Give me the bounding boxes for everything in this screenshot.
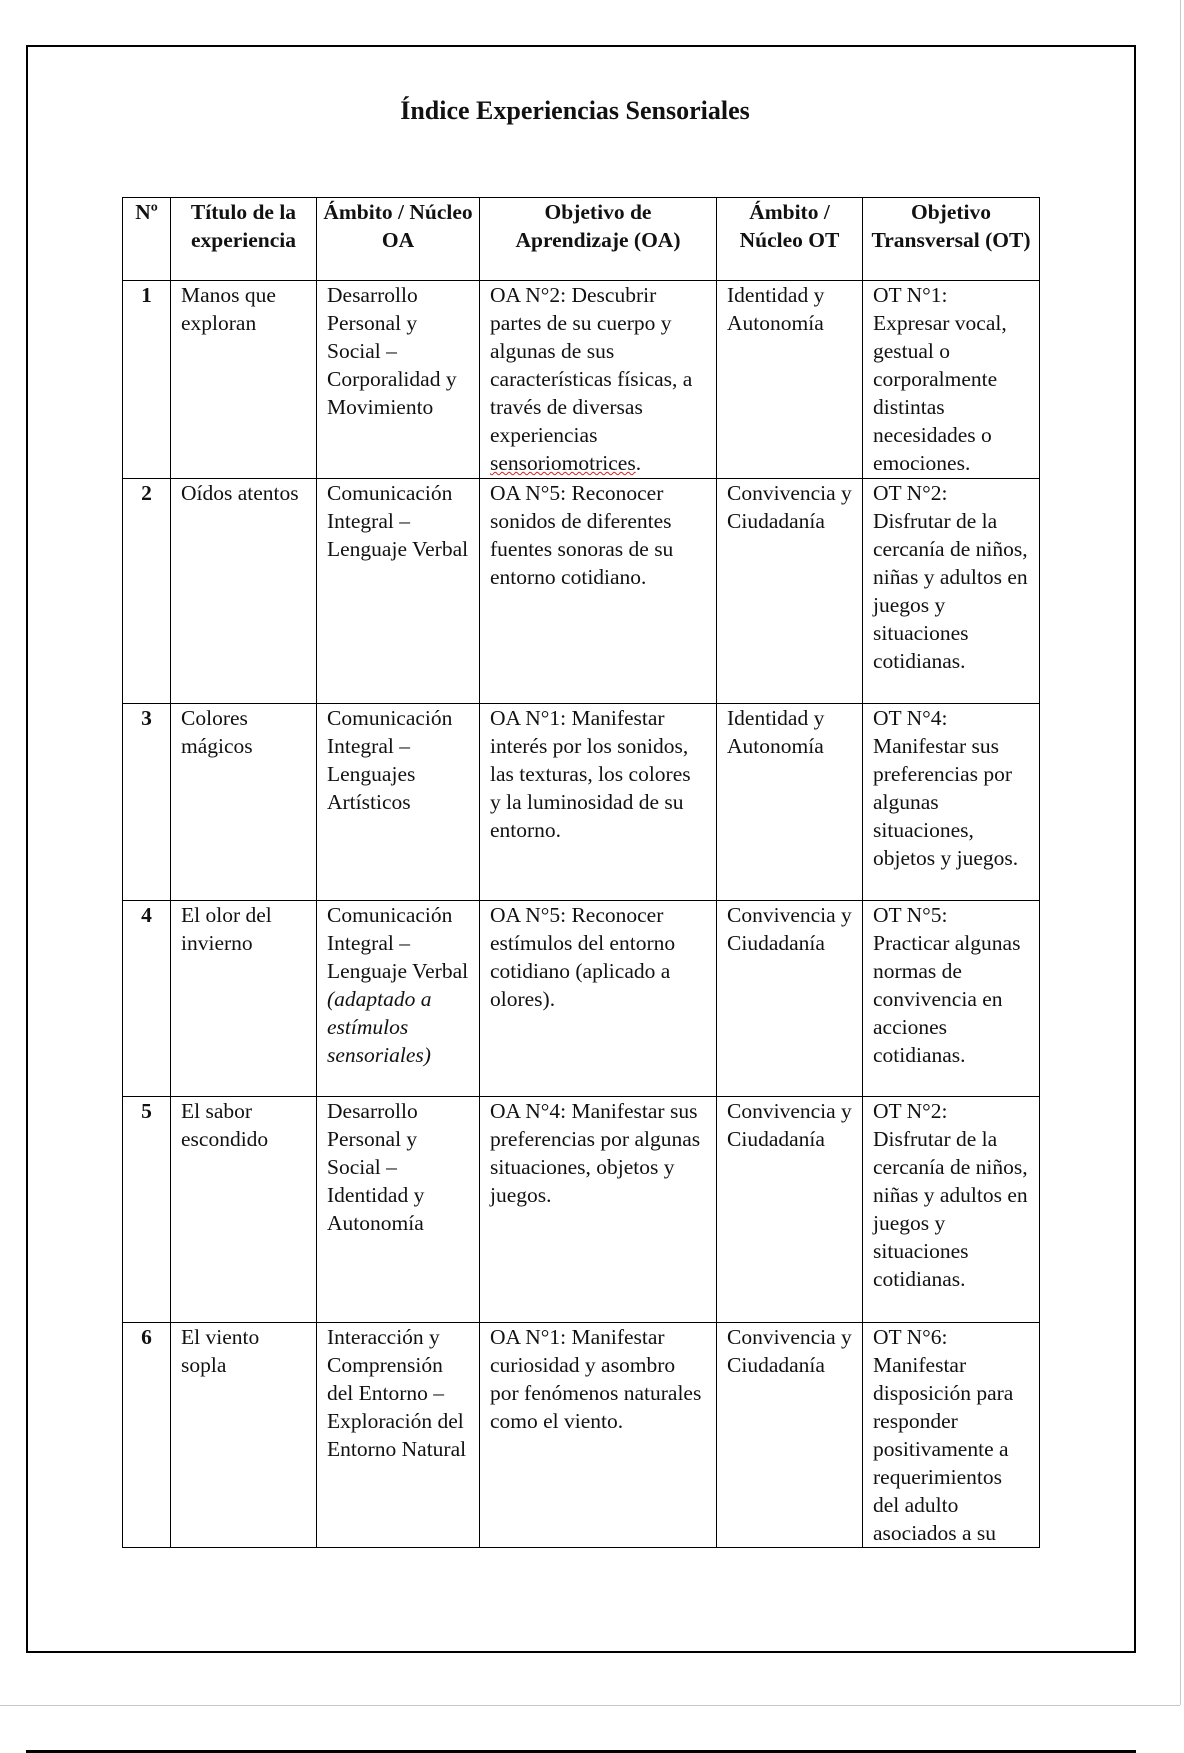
- cell-objetivo-oa: OA N°4: Manifestar sus preferencias por algunas situaciones, objetos y juegos.: [480, 1097, 717, 1323]
- header-objetivo-ot: Objetivo Transversal (OT): [863, 198, 1040, 281]
- cell-objetivo-oa: OA N°5: Reconocer sonidos de diferentes fuentes sonoras de su entorno cotidiano.: [480, 479, 717, 704]
- cell-objetivo-oa: OA N°5: Reconocer estímulos del entorno cotidiano (aplicado a olores).: [480, 901, 717, 1097]
- cell-objetivo-oa: [480, 281, 717, 479]
- header-num: Nº: [123, 198, 171, 281]
- cell-ambito-oa: [317, 901, 480, 1097]
- cell-titulo: Colores mágicos: [171, 704, 317, 901]
- cell-titulo: El viento sopla: [171, 1323, 317, 1548]
- header-titulo: Título de la experiencia: [171, 198, 317, 281]
- cell-ambito-ot: Convivencia y Ciudadanía: [717, 901, 863, 1097]
- cell-titulo: Oídos atentos: [171, 479, 317, 704]
- cell-num: 6: [123, 1323, 171, 1548]
- objetivo-oa-end: .: [635, 451, 642, 475]
- cell-objetivo-ot: OT N°6: Manifestar disposición para responder positivamente a requerimientos del adulto asociados a su: [863, 1323, 1040, 1548]
- header-ambito-oa: Ámbito / Núcleo OA: [317, 198, 480, 281]
- cell-ambito-oa: Comunicación Integral – Lenguajes Artísticos: [317, 704, 480, 901]
- cell-objetivo-ot: OT N°5: Practicar algunas normas de convivencia en acciones cotidianas.: [863, 901, 1040, 1097]
- cell-ambito-ot: Identidad y Autonomía: [717, 704, 863, 901]
- cell-objetivo-ot: OT N°2: Disfrutar de la cercanía de niños, niñas y adultos en juegos y situaciones cotidianas.: [863, 1097, 1040, 1323]
- cell-ambito-oa: Desarrollo Personal y Social – Corporalidad y Movimiento: [317, 281, 480, 479]
- cell-ambito-ot: Convivencia y Ciudadanía: [717, 1097, 863, 1323]
- cell-ambito-oa: Desarrollo Personal y Social – Identidad y Autonomía: [317, 1097, 480, 1323]
- cell-titulo: Manos que exploran: [171, 281, 317, 479]
- cell-ambito-ot: Identidad y Autonomía: [717, 281, 863, 479]
- table-header-row: [123, 198, 1040, 281]
- header-objetivo-oa: Objetivo de Aprendizaje (OA): [480, 198, 717, 281]
- cell-ambito-oa: Comunicación Integral – Lenguaje Verbal: [317, 479, 480, 704]
- table-row: [123, 1097, 1040, 1323]
- table-row: [123, 901, 1040, 1097]
- cell-ambito-ot: Convivencia y Ciudadanía: [717, 479, 863, 704]
- ambito-oa-note: (adaptado a estímulos sensoriales): [327, 987, 432, 1067]
- cell-objetivo-ot: OT N°4: Manifestar sus preferencias por algunas situaciones, objetos y juegos.: [863, 704, 1040, 901]
- cell-objetivo-ot: OT N°2: Disfrutar de la cercanía de niños, niñas y adultos en juegos y situaciones cotidianas.: [863, 479, 1040, 704]
- page-gap-separator: [0, 1705, 1180, 1706]
- cell-num: 4: [123, 901, 171, 1097]
- table-row: [123, 704, 1040, 901]
- experiences-index-table: [122, 197, 1040, 1548]
- table-row: [123, 1323, 1040, 1548]
- cell-num: 1: [123, 281, 171, 479]
- cell-titulo: El olor del invierno: [171, 901, 317, 1097]
- spellcheck-flagged-word: sensoriomotrices: [490, 451, 636, 475]
- cell-objetivo-oa: OA N°1: Manifestar curiosidad y asombro por fenómenos naturales como el viento.: [480, 1323, 717, 1548]
- cell-titulo: El sabor escondido: [171, 1097, 317, 1323]
- header-ambito-ot: Ámbito / Núcleo OT: [717, 198, 863, 281]
- cell-objetivo-ot: OT N°1: Expresar vocal, gestual o corporalmente distintas necesidades o emociones.: [863, 281, 1040, 479]
- cell-num: 5: [123, 1097, 171, 1323]
- cell-ambito-oa: Interacción y Comprensión del Entorno – Exploración del Entorno Natural: [317, 1323, 480, 1548]
- ambito-oa-text: Comunicación Integral – Lenguaje Verbal: [327, 903, 469, 983]
- cell-objetivo-oa: OA N°1: Manifestar interés por los sonidos, las texturas, los colores y la luminosidad de su entorno.: [480, 704, 717, 901]
- cell-ambito-ot: Convivencia y Ciudadanía: [717, 1323, 863, 1548]
- table-row: [123, 281, 1040, 479]
- document-title: Índice Experiencias Sensoriales: [400, 96, 750, 125]
- cell-num: 2: [123, 479, 171, 704]
- viewport-right-edge: [1180, 0, 1181, 1705]
- cell-num: 3: [123, 704, 171, 901]
- table-row: [123, 479, 1040, 704]
- objetivo-oa-text: OA N°2: Descubrir partes de su cuerpo y algunas de sus características físicas, a través de diversas experiencias: [490, 283, 693, 447]
